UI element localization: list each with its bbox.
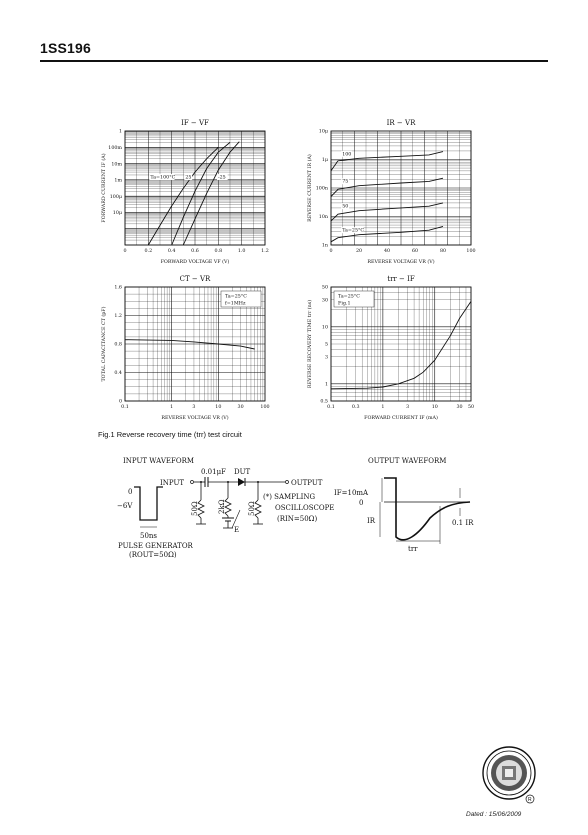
ct_vr-x-tick-label: 3	[192, 405, 196, 410]
if_vf-x-tick-label: 1.2	[261, 249, 269, 254]
ct_vr-y-tick-label: 0.4	[114, 371, 122, 377]
if_vf-title: IF − VF	[181, 119, 209, 127]
ct_vr-x-tick-label: 0.1	[121, 405, 129, 410]
ir_vr-annotation: 50	[342, 204, 349, 210]
trr_if-title: trr − IF	[387, 275, 415, 283]
ct_vr-legend-text: Ta=25°C	[225, 294, 247, 300]
ir01-label: 0.1 IR	[452, 519, 474, 527]
ct_vr-y-axis-label: TOTAL CAPACITANCE CT (pF)	[102, 306, 107, 382]
bias-label: E	[234, 526, 240, 534]
input-label: INPUT	[160, 479, 185, 487]
if_vf-y-axis-label: FORWARD CURRENT IF (A)	[102, 153, 107, 223]
sampling-line1: (*) SAMPLING	[263, 493, 316, 501]
trr_if-legend-text: Ta=25°C	[338, 294, 360, 300]
ct_vr-x-axis-label: REVERSE VOLTAGE VR (V)	[161, 416, 229, 421]
sampling-line2: OSCILLOSCOPE	[275, 504, 335, 512]
ir_vr-y-tick-label: 10μ	[318, 129, 328, 135]
ct_vr-x-tick-label: 30	[237, 405, 244, 410]
resistor-2-label: 2kΩ	[218, 499, 226, 514]
ir_vr-annotation: 75	[342, 179, 349, 185]
if_vf-annotation: -25	[218, 175, 226, 181]
trr_if-x-tick-label: 10	[431, 405, 438, 410]
trr_if-y-tick-label: 5	[324, 342, 328, 348]
capacitor-label: 0.01μF	[201, 468, 226, 476]
sampling-line3: (RIN=50Ω)	[277, 515, 318, 523]
seal-graphic	[483, 747, 535, 803]
dut-label: DUT	[234, 468, 251, 476]
trr_if-legend-text: Fig.1	[338, 301, 351, 307]
if_vf-y-tick-label: 1m	[114, 178, 122, 184]
pulse-neg-label: −6V	[117, 502, 133, 510]
ct_vr-x-tick-label: 100	[260, 405, 270, 410]
if_vf-x-axis-label: FORWARD VOLTAGE VF (V)	[160, 260, 230, 265]
ir-label: IR	[367, 517, 376, 525]
if_vf-x-tick-label: 0.8	[214, 249, 223, 254]
if_vf-x-tick-label: 1.0	[237, 249, 246, 254]
ir_vr-x-tick-label: 0	[329, 249, 333, 254]
ct_vr-y-tick-label: 1.2	[114, 314, 122, 320]
ct_vr-legend-text: f=1MHz	[225, 301, 246, 307]
ir_vr-annotation: 100	[342, 152, 352, 158]
ct_vr-x-tick-label: 1	[170, 405, 174, 410]
ir_vr-y-tick-label: 10n	[318, 215, 328, 221]
trr_if-x-tick-label: 1	[381, 405, 385, 410]
ir_vr-x-tick-label: 60	[411, 249, 419, 254]
pulse-gen-line1: PULSE GENERATOR	[118, 542, 193, 550]
pulse-gen-line2: (ROUT=50Ω)	[129, 551, 177, 559]
ir_vr-x-tick-label: 80	[439, 249, 447, 254]
ct_vr-y-tick-label: 1.6	[114, 285, 122, 291]
if_vf-annotation: 25	[185, 175, 192, 181]
trr_if-x-tick-label: 3	[406, 405, 410, 410]
if-label: IF=10mA	[334, 489, 369, 497]
if_vf-y-tick-label: 10μ	[112, 211, 122, 217]
trr_if-x-tick-label: 30	[456, 405, 463, 410]
figure-caption: Fig.1 Reverse recovery time (trr) test circuit	[98, 430, 242, 439]
ct_vr-y-tick-label: 0	[118, 399, 122, 405]
ir_vr-y-tick-label: 100n	[315, 186, 328, 192]
dated-footer: Dated : 15/06/2009	[466, 811, 522, 818]
ir_vr-y-tick-label: 1n	[321, 243, 328, 249]
trr-label: trr	[408, 545, 418, 553]
ir_vr-x-axis-label: REVERSE VOLTAGE VR (V)	[367, 260, 435, 265]
ct_vr-y-tick-label: 0.8	[114, 342, 122, 348]
ct_vr-x-tick-label: 10	[215, 405, 222, 410]
part-number: 1SS196	[40, 40, 92, 56]
if_vf-y-tick-label: 100μ	[109, 194, 122, 200]
trr_if-y-tick-label: 10	[321, 325, 328, 331]
svg-text:R: R	[528, 797, 532, 803]
pulse-width-label: 50ns	[140, 532, 158, 540]
output-label: OUTPUT	[291, 479, 323, 487]
ir_vr-annotation: Ta=25°C	[342, 228, 365, 234]
trr_if-y-tick-label: 50	[321, 285, 328, 291]
if_vf-x-tick-label: 0.6	[191, 249, 199, 254]
ir_vr-x-tick-label: 40	[383, 249, 391, 254]
ir_vr-y-tick-label: 1μ	[321, 158, 328, 164]
trr_if-x-tick-label: 0.3	[351, 405, 360, 410]
input-waveform-title: INPUT WAVEFORM	[123, 457, 195, 465]
trr_if-y-axis-label: REVERSE RECOVERY TIME trr (ns)	[308, 299, 313, 389]
ir_vr-y-axis-label: REVERSE CURRENT IR (A)	[308, 154, 313, 222]
trr_if-y-tick-label: 1	[324, 382, 328, 388]
if_vf-y-tick-label: 1	[118, 129, 122, 135]
trr_if-x-tick-label: 50	[467, 405, 475, 410]
ir_vr-x-tick-label: 20	[355, 249, 363, 254]
if_vf-x-tick-label: 0.4	[167, 249, 176, 254]
ct_vr-title: CT − VR	[179, 275, 211, 283]
trr_if-y-tick-label: 30	[321, 298, 328, 304]
if_vf-y-tick-label: 10m	[111, 162, 122, 168]
ir_vr-title: IR − VR	[386, 119, 416, 127]
if_vf-x-tick-label: 0.2	[144, 249, 153, 254]
trr_if-x-axis-label: FORWARD CURRENT IF (mA)	[364, 416, 438, 421]
output-waveform-title: OUTPUT WAVEFORM	[368, 457, 447, 465]
out-zero-label: 0	[359, 499, 364, 507]
resistor-1-label: 50Ω	[191, 501, 199, 516]
if_vf-y-tick-label: 100m	[108, 145, 122, 151]
pulse-zero-label: 0	[128, 488, 133, 496]
trr_if-y-tick-label: 0.5	[320, 399, 328, 405]
trr_if-y-tick-label: 3	[324, 355, 328, 361]
if_vf-x-tick-label: 0	[123, 249, 127, 254]
trr_if-x-tick-label: 0.1	[327, 405, 335, 410]
ir_vr-x-tick-label: 100	[466, 249, 476, 254]
if_vf-annotation: Ta=100°C	[150, 175, 176, 181]
resistor-3-label: 50Ω	[248, 501, 256, 516]
